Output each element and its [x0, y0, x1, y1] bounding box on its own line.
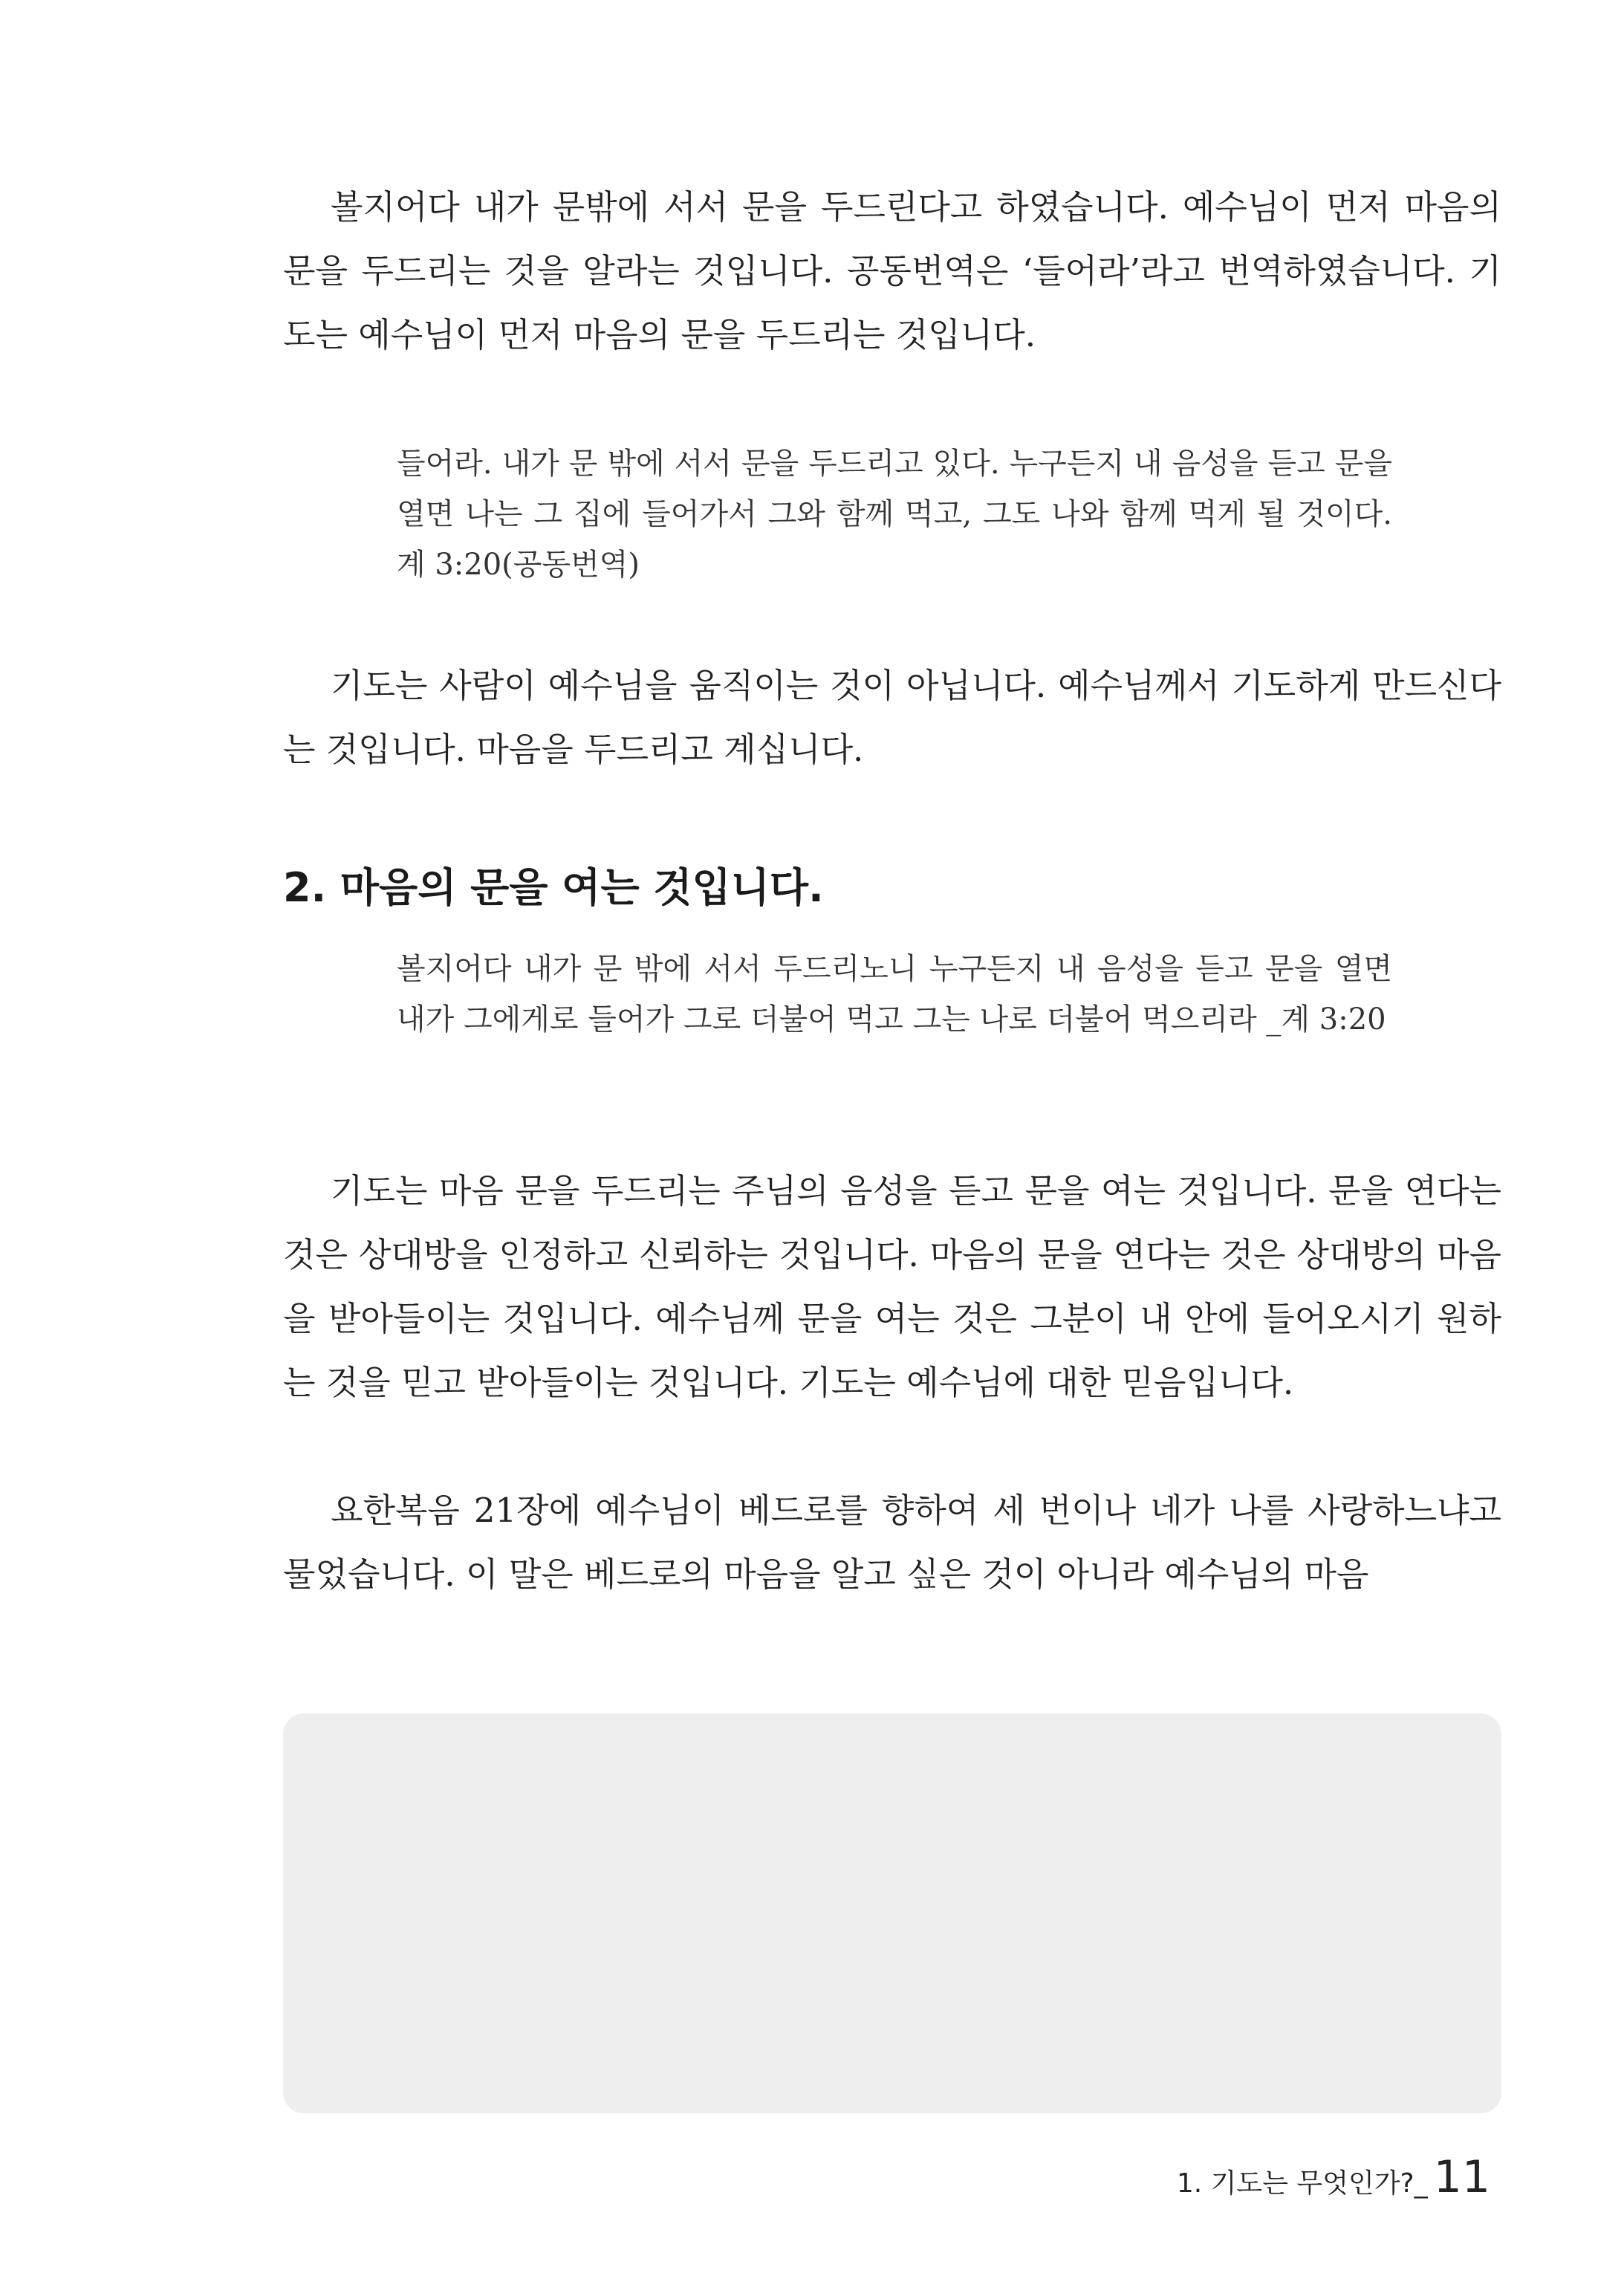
- image-placeholder: [283, 1714, 1501, 2113]
- section-heading: 2. 마음의 문을 여는 것입니다.: [283, 864, 824, 911]
- bible-quote-2: 볼지어다 내가 문 밖에 서서 두드리노니 누구든지 내 음성을 듣고 문을 열면 내가 그에게로 들어가 그로 더불어 먹고 그는 나로 더불어 먹으리라 _계 3:20: [397, 952, 1392, 1037]
- paragraph-3: 기도는 마음 문을 두드리는 주님의 음성을 듣고 문을 여는 것입니다. 문을 연다는 것은 상대방을 인정하고 신뢰하는 것입니다. 마음의 문을 연다는 것은 상대방의 마음을 받아들이는 것입니다. 예수님께 문을 여는 것은 그분이 내 안에 들어오시기 원하는 것을 믿고 받아들이는 것입니다. 기도는 예수님에 대한 믿음입니다.: [283, 1171, 1501, 1402]
- page-number: 11: [1433, 2151, 1490, 2203]
- page-footer: [1177, 2151, 1490, 2203]
- paragraph-1: 볼지어다 내가 문밖에 서서 문을 두드린다고 하였습니다. 예수님이 먼저 마음의 문을 두드리는 것을 알라는 것입니다. 공동번역은 ‘들어라’라고 번역하였습니다. 기도는 예수님이 먼저 마음의 문을 두드리는 것입니다.: [283, 187, 1501, 354]
- paragraph-2: 기도는 사람이 예수님을 움직이는 것이 아닙니다. 예수님께서 기도하게 만드신다는 것입니다. 마음을 두드리고 계십니다.: [283, 666, 1501, 769]
- bible-quote-1: 들어라. 내가 문 밖에 서서 문을 두드리고 있다. 누구든지 내 음성을 듣고 문을 열면 나는 그 집에 들어가서 그와 함께 먹고, 그도 나와 함께 먹게 될 것이다. 계 3:20(공동번역): [397, 447, 1392, 582]
- chapter-label: 1. 기도는 무엇인가?_: [1176, 2168, 1428, 2199]
- paragraph-4: 요한복음 21장에 예수님이 베드로를 향하여 세 번이나 네가 나를 사랑하느냐고 물었습니다. 이 말은 베드로의 마음을 알고 싶은 것이 아니라 예수님의 마음: [283, 1491, 1501, 1594]
